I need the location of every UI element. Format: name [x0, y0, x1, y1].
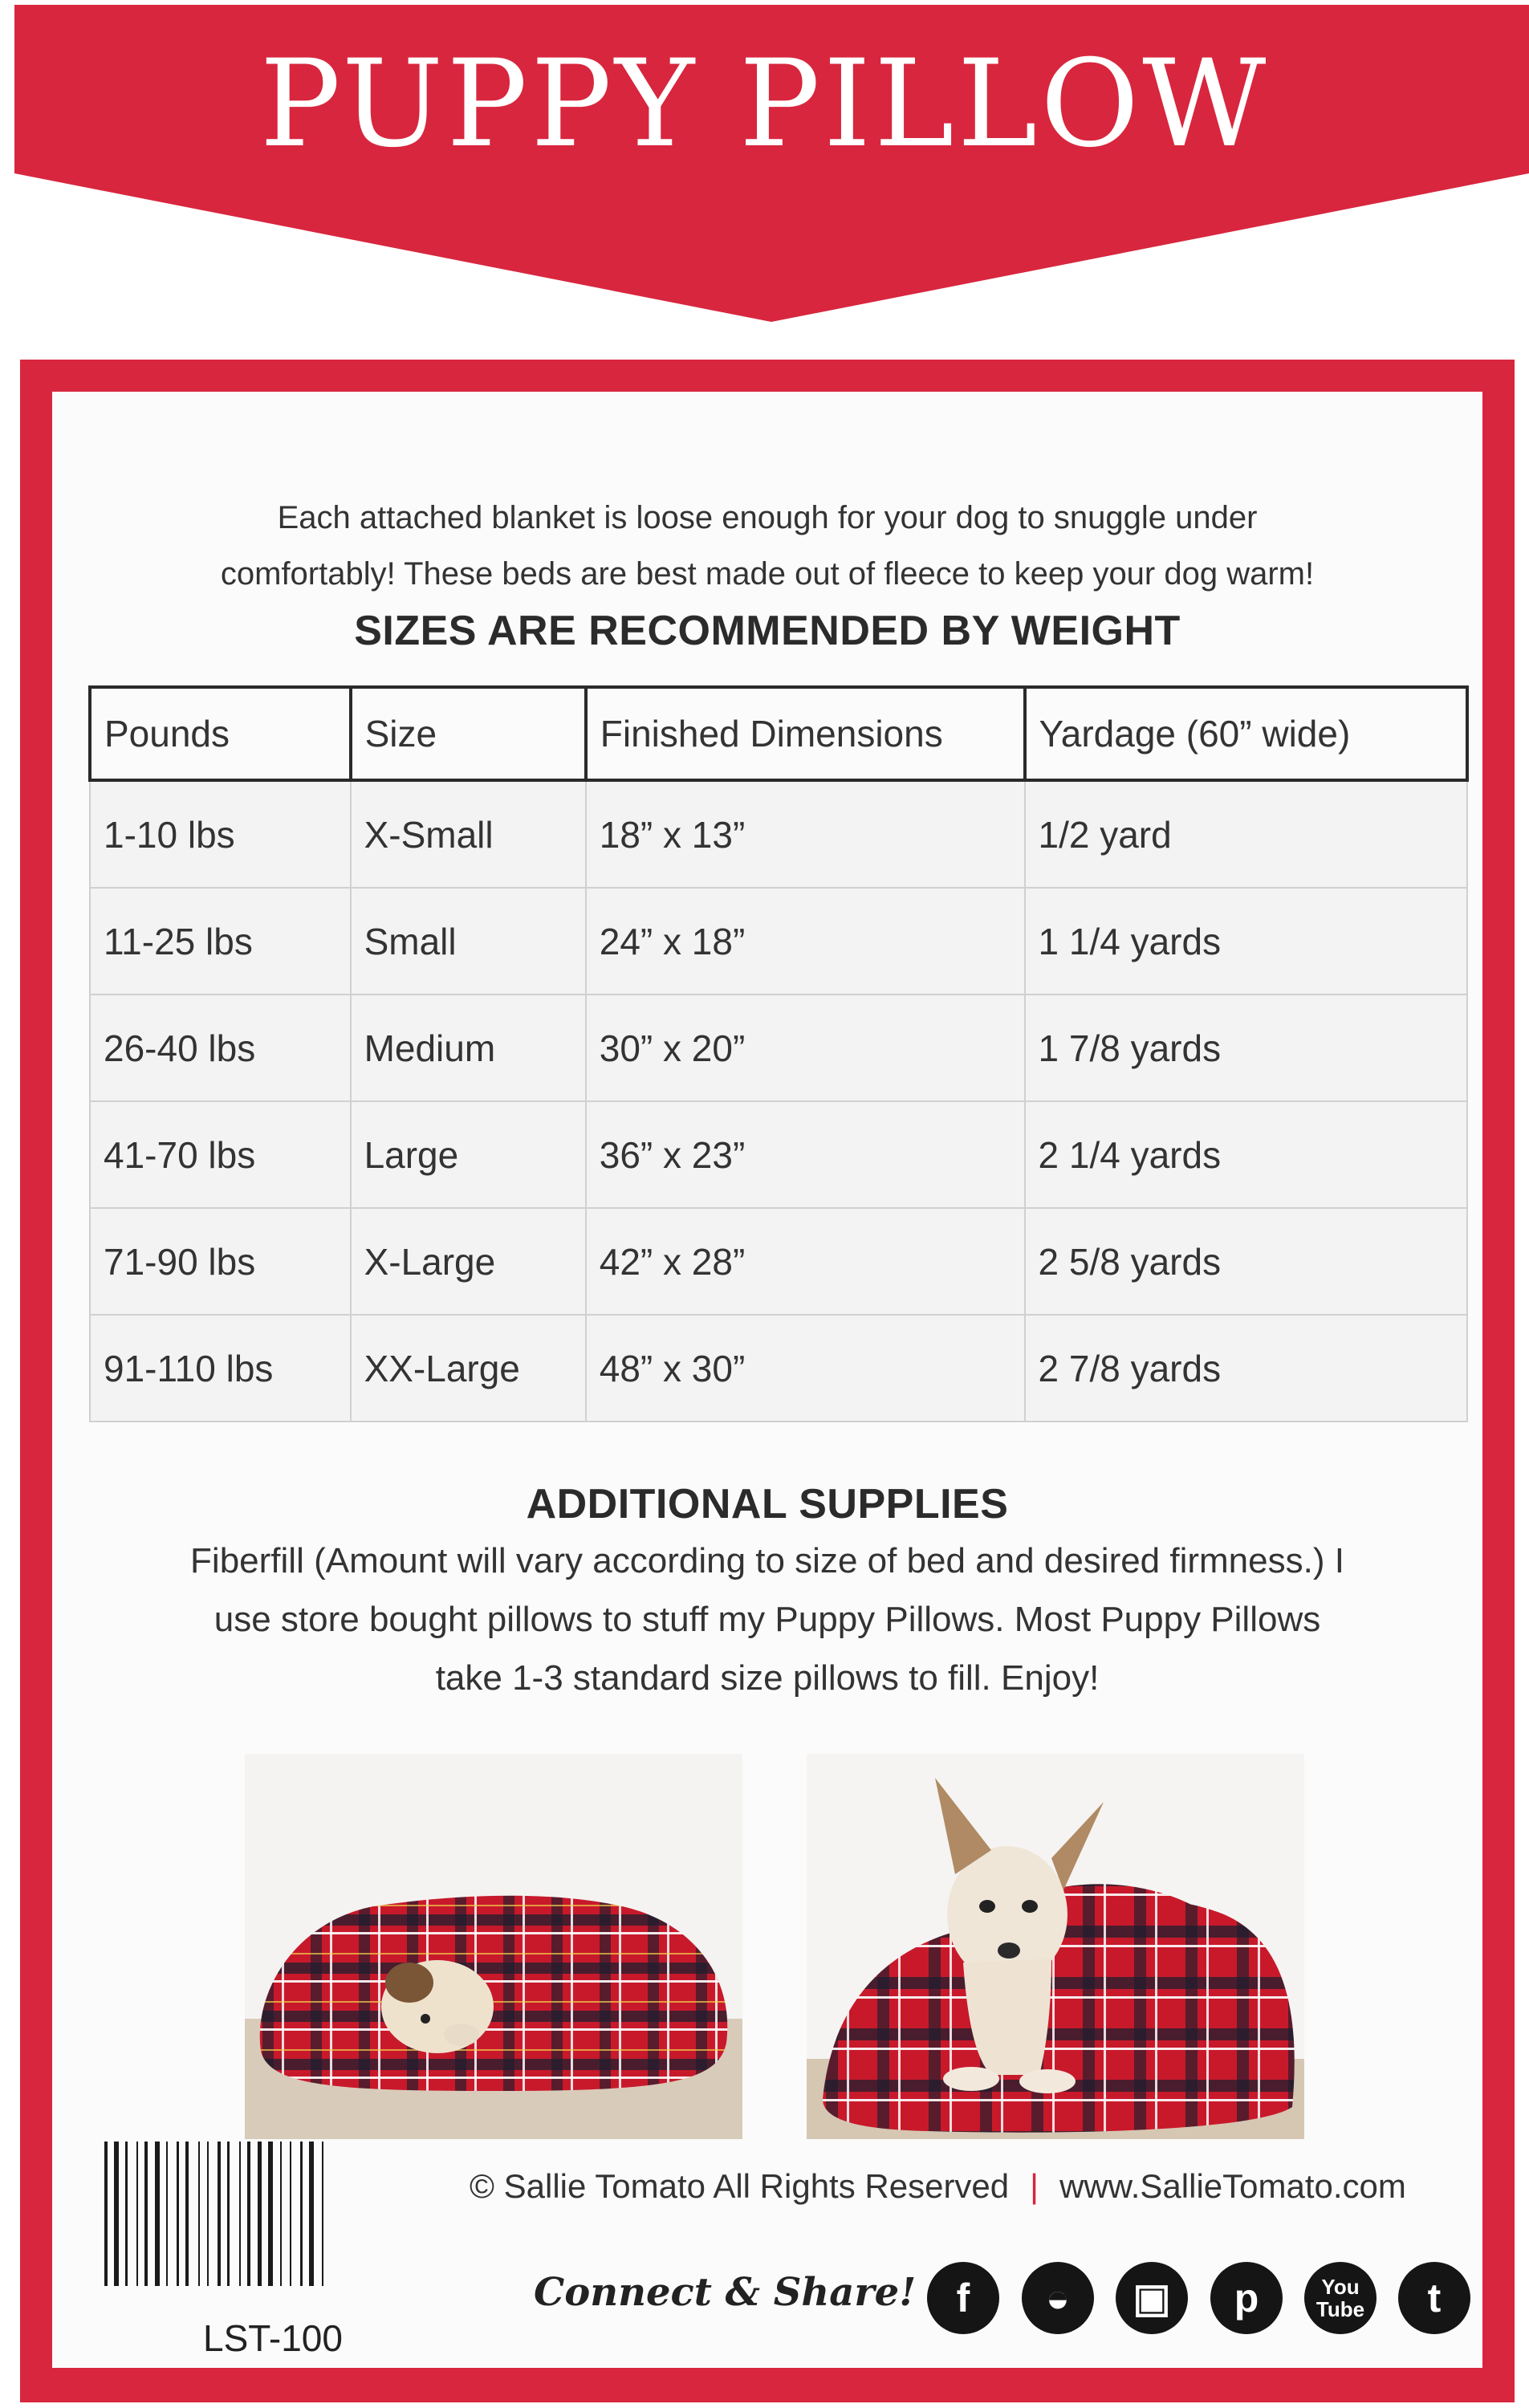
cell-pounds: 1-10 lbs	[90, 780, 351, 888]
barcode-bar	[290, 2142, 291, 2286]
barcode-bar	[166, 2142, 168, 2286]
supplies-heading: ADDITIONAL SUPPLIES	[526, 1481, 1009, 1527]
cell-size: Small	[351, 888, 586, 995]
intro-line-1: Each attached blanket is loose enough for your dog to snuggle under	[277, 500, 1258, 535]
header-yardage: Yardage (60” wide)	[1025, 687, 1468, 780]
barcode-bar	[280, 2142, 282, 2286]
barcode-bar	[322, 2142, 323, 2286]
connect-share-label: Connect & Share!	[534, 2270, 917, 2315]
cell-size: Large	[351, 1101, 586, 1208]
content-panel	[52, 392, 1482, 2368]
barcode-bar	[268, 2142, 273, 2286]
barcode-bar	[125, 2142, 128, 2286]
table-row	[90, 995, 1467, 1101]
barcode-bar	[218, 2142, 221, 2286]
barcode-bar	[114, 2142, 119, 2286]
cell-pounds: 71-90 lbs	[90, 1208, 351, 1315]
size-table	[88, 685, 1469, 1422]
barcode-bar	[177, 2142, 179, 2286]
page-title: PUPPY PILLOW	[259, 35, 1270, 174]
barcode-bar	[258, 2142, 262, 2286]
cell-yardage: 2 5/8 yards	[1025, 1208, 1468, 1315]
table-row	[90, 1101, 1467, 1208]
supplies-line-3: take 1-3 standard size pillows to fill. Enjoy!	[435, 1658, 1100, 1698]
cell-dimensions: 42” x 28”	[586, 1208, 1025, 1315]
cell-pounds: 91-110 lbs	[90, 1315, 351, 1422]
header-dimensions: Finished Dimensions	[586, 687, 1025, 780]
barcode-bar	[144, 2142, 148, 2286]
barcode-bar	[185, 2142, 189, 2286]
barcode-bar	[198, 2142, 200, 2286]
cell-size: XX-Large	[351, 1315, 586, 1422]
website-link[interactable]: www.SallieTomato.com	[1059, 2167, 1406, 2205]
cell-yardage: 2 7/8 yards	[1025, 1315, 1468, 1422]
barcode-bar	[104, 2142, 108, 2286]
header-pounds: Pounds	[90, 687, 351, 780]
table-row	[90, 1208, 1467, 1315]
separator: |	[1030, 2167, 1039, 2205]
cell-yardage: 1/2 yard	[1025, 780, 1468, 888]
barcode-bar	[309, 2142, 314, 2286]
cell-dimensions: 36” x 23”	[586, 1101, 1025, 1208]
barcode-bar	[300, 2142, 303, 2286]
table-row	[90, 1315, 1467, 1422]
barcode-bar	[239, 2142, 241, 2286]
pinterest-icon[interactable]: p	[1210, 2262, 1283, 2334]
table-row	[90, 888, 1467, 995]
supplies-line-1: Fiberfill (Amount will vary according to size of bed and desired firmness.) I	[190, 1541, 1344, 1580]
cell-pounds: 41-70 lbs	[90, 1101, 351, 1208]
photo-dog-on-pillow	[807, 1754, 1304, 2139]
barcode-bar	[227, 2142, 230, 2286]
cell-yardage: 1 1/4 yards	[1025, 888, 1468, 995]
barcode-bar	[247, 2142, 250, 2286]
photo-dog-under-blanket	[245, 1754, 742, 2139]
cell-size: X-Large	[351, 1208, 586, 1315]
supplies-text	[100, 1531, 1434, 1707]
cell-size: X-Small	[351, 780, 586, 888]
intro-text	[100, 490, 1434, 602]
cell-dimensions: 18” x 13”	[586, 780, 1025, 888]
barcode-bar	[136, 2142, 138, 2286]
table-row	[90, 780, 1467, 888]
cell-dimensions: 48” x 30”	[586, 1315, 1025, 1422]
intro-line-2: comfortably! These beds are best made out of fleece to keep your dog warm!	[220, 556, 1315, 592]
cell-dimensions: 24” x 18”	[586, 888, 1025, 995]
tumblr-icon[interactable]: t	[1398, 2262, 1470, 2334]
youtube-icon[interactable]: You Tube	[1304, 2262, 1377, 2334]
cell-pounds: 26-40 lbs	[90, 995, 351, 1101]
cell-dimensions: 30” x 20”	[586, 995, 1025, 1101]
sizes-heading: SIZES ARE RECOMMENDED BY WEIGHT	[354, 608, 1181, 654]
cell-yardage: 2 1/4 yards	[1025, 1101, 1468, 1208]
barcode-bar	[155, 2142, 160, 2286]
cell-size: Medium	[351, 995, 586, 1101]
copyright-text: © Sallie Tomato All Rights Reserved	[470, 2167, 1010, 2205]
twitter-icon[interactable]: ◒	[1022, 2262, 1094, 2334]
copyright-line	[470, 2167, 1406, 2206]
instagram-icon[interactable]: ▣	[1116, 2262, 1188, 2334]
cell-pounds: 11-25 lbs	[90, 888, 351, 995]
cell-yardage: 1 7/8 yards	[1025, 995, 1468, 1101]
sku-label: LST-100	[203, 2317, 343, 2359]
barcode	[104, 2142, 441, 2286]
supplies-line-2: use store bought pillows to stuff my Puppy Pillows. Most Puppy Pillows	[213, 1600, 1321, 1639]
facebook-icon[interactable]: f	[927, 2262, 999, 2334]
barcode-bar	[207, 2142, 209, 2286]
header-size: Size	[351, 687, 586, 780]
table-header-row	[90, 687, 1467, 780]
content-frame	[20, 360, 1515, 2402]
